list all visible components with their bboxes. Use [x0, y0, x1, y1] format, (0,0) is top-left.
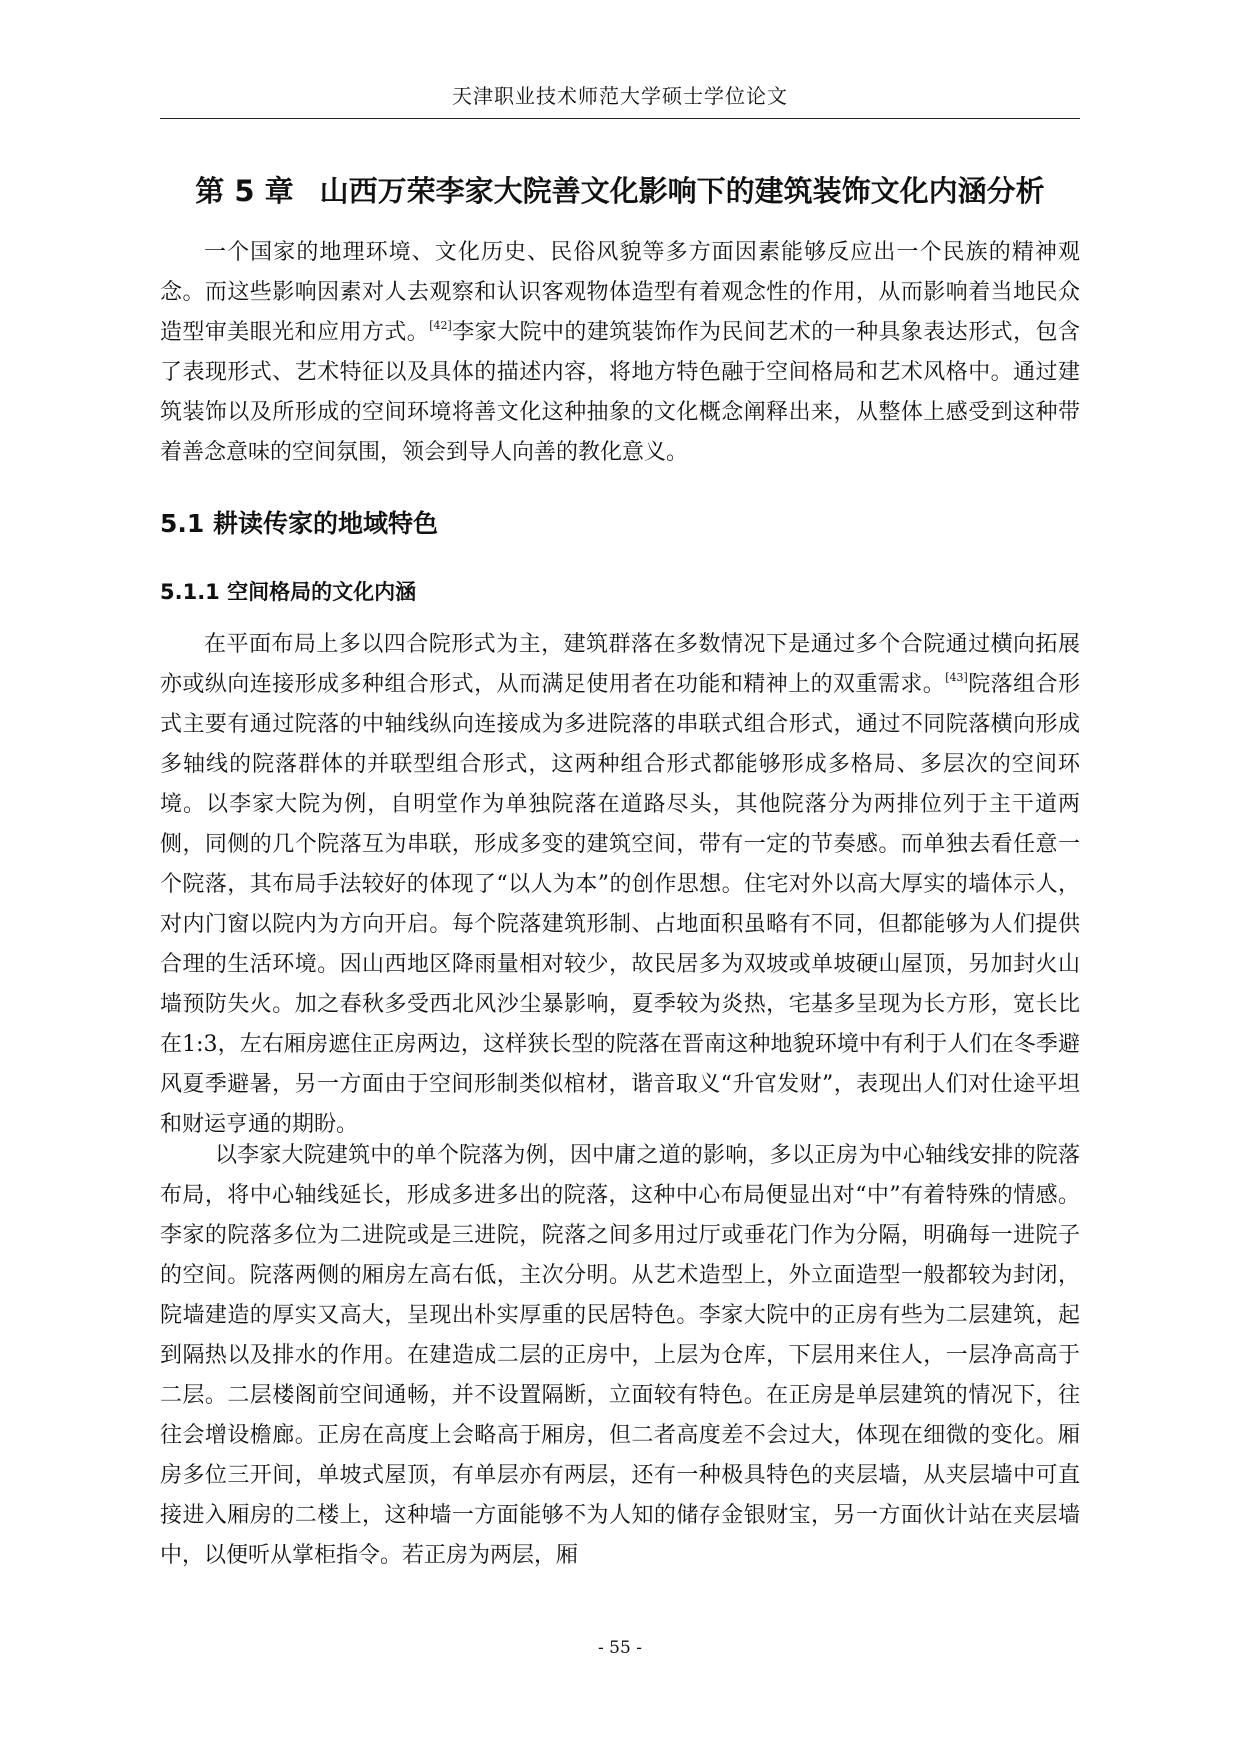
header-rule [160, 118, 1080, 119]
subsection-heading-5-1-1 [160, 576, 416, 606]
paragraph-layout [160, 625, 1080, 1145]
citation-ref: [42] [429, 319, 452, 332]
paragraph-text: 在平面布局上多以四合院形式为主，建筑群落在多数情况下是通过多个合院通过横向拓展亦或纵向连接形成多种组合形式，从而满足使用者在功能和精神上的双重需求。 [160, 632, 1080, 697]
page-number: - 55 - [598, 1638, 642, 1658]
paragraph-text: 一个国家的地理环境、文化历史、民俗风貌等多方面因素能够反应出一个民族的精神观念。而这些影响因素对人去观察和认识客观物体造型有着观念性的作用，从而影响着当地民众造型审美眼光和应用方式。 [160, 240, 1080, 345]
citation-ref: [43] [945, 671, 968, 684]
section-title: 耕读传家的地域特色 [213, 509, 439, 538]
chapter-title-text: 山西万荣李家大院善文化影响下的建筑装饰文化内涵分析 [319, 174, 1045, 209]
subsection-number: 5.1.1 [160, 580, 220, 604]
paragraph-text: 李家大院中的建筑装饰作为民间艺术的一种具象表达形式，包含了表现形式、艺术特征以及具体的描述内容，将地方特色融于空间格局和艺术风格中。通过建筑装饰以及所形成的空间环境将善文化这种抽象的文化概念阐释出来，从整体上感受到这种带着善念意味的空间氛围，领会到导人向善的教化意义。 [160, 320, 1080, 465]
chapter-number: 第 5 章 [195, 174, 294, 209]
section-number: 5.1 [160, 509, 205, 538]
subsection-title: 空间格局的文化内涵 [227, 580, 417, 604]
paragraph-courtyard: 以李家大院建筑中的单个院落为例，因中庸之道的影响，多以正房为中心轴线安排的院落布局，将中心轴线延长，形成多进多出的院落，这种中心布局便显出对“中”有着特殊的情感。李家的院落多位为二进院或是三进院，院落之间多用过厅或垂花门作为分隔，明确每一进院子的空间。院落两侧的厢房左高右低，主次分明。从艺术造型上，外立面造型一般都较为封闭，院墙建造的厚实又高大，呈现出朴实厚重的民居特色。李家大院中的正房有些为二层建筑，起到隔热以及排水的作用。在建造成二层的正房中，上层为仓库，下层用来住人，一层净高高于二层。二层楼阁前空间通畅，并不设置隔断，立面较有特色。在正房是单层建筑的情况下，往往会增设檐廊。正房在高度上会略高于厢房，但二者高度差不会过大，体现在细微的变化。厢房多位三开间，单坡式屋顶，有单层亦有两层，还有一种极具特色的夹层墙，从夹层墙中可直接进入厢房的二楼上，这种墙一方面能够不为人知的储存金银财宝，另一方面伙计站在夹层墙中，以便听从掌柜指令。若正房为两层，厢 [160, 1143, 1080, 1568]
paragraph-text: 院落组合形式主要有通过院落的中轴线纵向连接成为多进院落的串联式组合形式，通过不同院落横向形成多轴线的院落群体的并联型组合形式，这两种组合形式都能够形成多格局、多层次的空间环境。以李家大院为例，自明堂作为单独院落在道路尽头，其他院落分为两排位列于主干道两侧，同侧的几个院落互为串联，形成多变的建筑空间，带有一定的节奏感。而单独去看任意一个院落，其布局手法较好的体现了“以人为本”的创作思想。住宅对外以高大厚实的墙体示人，对内门窗以院内为方向开启。每个院落建筑形制、占地面积虽略有不同，但都能够为人们提供合理的生活环境。因山西地区降雨量相对较少，故民居多为双坡或单坡硬山屋顶，另加封火山墙预防失火。加之春秋多受西北风沙尘暴影响，夏季较为炎热，宅基多呈现为长方形，宽长比在1:3，左右厢房遮住正房两边，这样狭长型的院落在晋南这种地貌环境中有利于人们在冬季避风夏季避暑，另一方面由于空间形制类似棺材，谐音取义“升官发财”，表现出人们对仕途平坦和财运亨通的期盼。 [160, 672, 1080, 1137]
running-header: 天津职业技术师范大学硕士学位论文 [452, 84, 788, 108]
section-heading-5-1 [160, 504, 438, 540]
chapter-title [160, 169, 1080, 210]
paragraph-intro [160, 233, 1080, 473]
